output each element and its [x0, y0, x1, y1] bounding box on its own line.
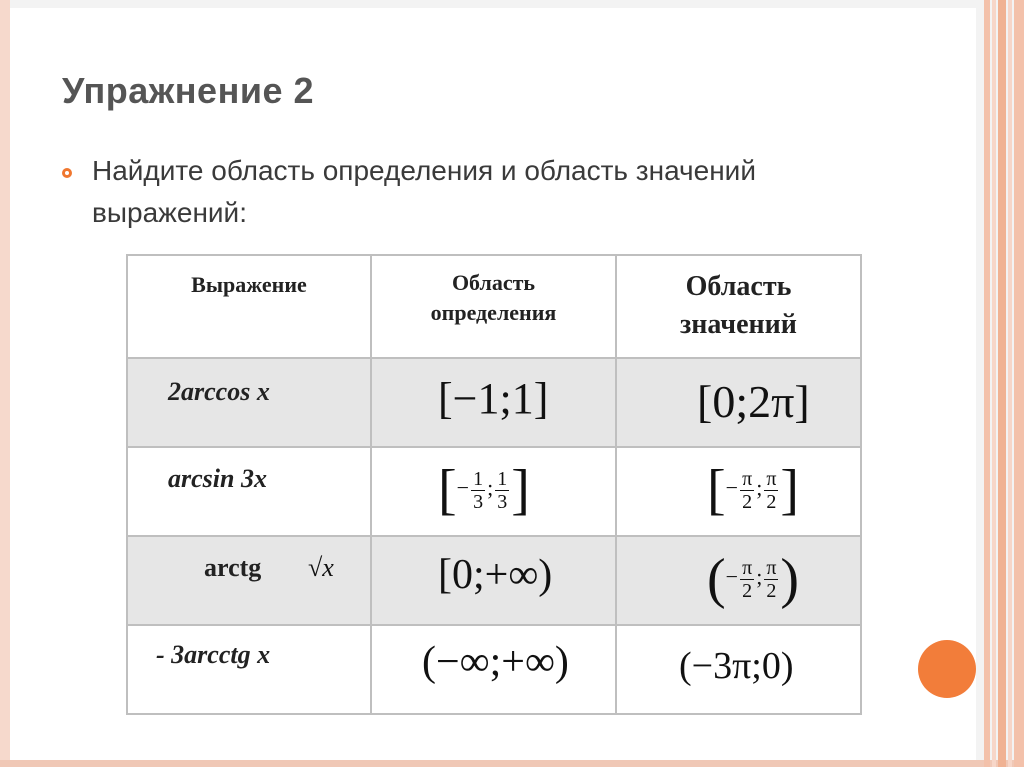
expr-cell: [127, 447, 371, 536]
range-cell: [616, 358, 861, 447]
range-cell: [616, 625, 861, 714]
table-row: [127, 447, 861, 536]
decor-stripe: [1014, 0, 1024, 767]
slide-border-bottom: [0, 760, 1024, 767]
decor-circle: [918, 640, 976, 698]
decor-stripe: [1008, 0, 1012, 767]
domain-value: (−∞;+∞): [422, 639, 569, 685]
header-range: Область значений: [680, 271, 797, 340]
expr-cell: [127, 358, 371, 447]
expression: arctg: [204, 553, 262, 582]
decor-stripe: [984, 0, 990, 767]
domain-cell: [371, 536, 616, 625]
table-row: [127, 625, 861, 714]
expression: arcsin 3x: [168, 464, 267, 493]
header-expression: Выражение: [191, 272, 307, 297]
range-cell: [616, 447, 861, 536]
bullet-icon: [62, 168, 72, 178]
domain-cell: [371, 447, 616, 536]
range-value: [− $\frac{\pi}{2}$ ; $\frac{\pi}{2}$ ]: [707, 459, 800, 521]
header-cell: [127, 255, 371, 358]
domain-cell: [371, 625, 616, 714]
expression: - 3arcctg x: [156, 640, 271, 669]
slide-border-left: [0, 0, 10, 767]
expr-cell: [127, 625, 371, 714]
decor-stripe: [998, 0, 1006, 767]
range-cell: [616, 536, 861, 625]
header-cell: [371, 255, 616, 358]
domain-value: [− $\frac{1}{3}$ ; $\frac{1}{3}$ ]: [438, 459, 530, 521]
domain-value: [0;+∞): [438, 552, 553, 598]
range-value: (−3π;0): [679, 645, 794, 687]
table-header-row: [127, 255, 861, 358]
header-domain: Область определения: [430, 270, 557, 325]
range-value: (− $\frac{\pi}{2}$ ; $\frac{\pi}{2}$ ): [707, 548, 800, 610]
domain-value: [−1;1]: [438, 374, 549, 423]
decor-stripe: [992, 0, 996, 767]
table-row: [127, 358, 861, 447]
expr-cell: [127, 536, 371, 625]
domain-cell: [371, 358, 616, 447]
table-row: [127, 536, 861, 625]
header-cell: [616, 255, 861, 358]
exercise-table: [126, 254, 862, 715]
slide-title: Упражнение 2: [62, 70, 314, 111]
range-value: [0;2π]: [697, 376, 810, 427]
sqrt-x: √x: [308, 553, 334, 582]
bullet-text: Найдите область определения и область значений выражений:: [92, 155, 756, 228]
expression: 2arccos x: [168, 377, 270, 406]
